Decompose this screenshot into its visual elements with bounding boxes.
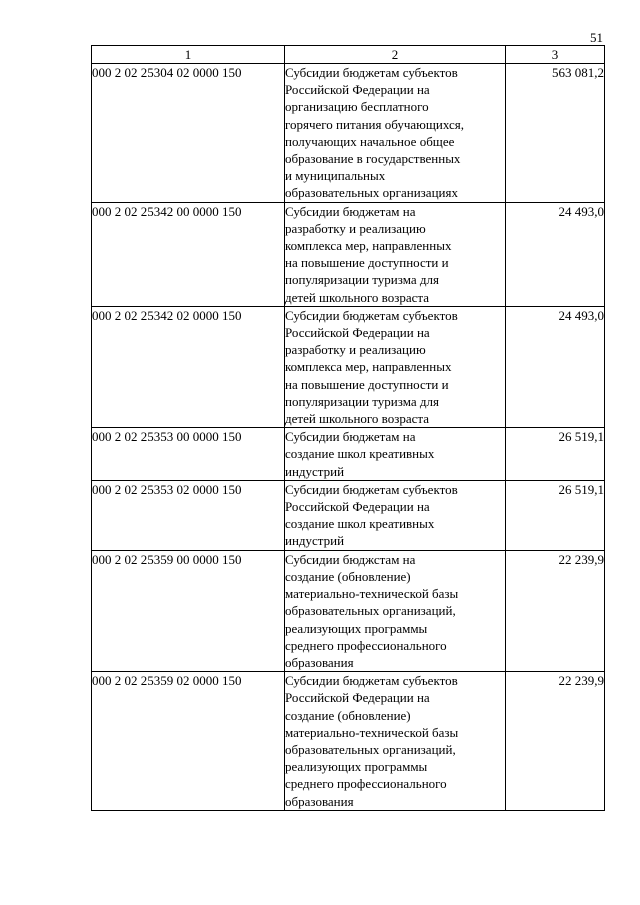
description-line: Субсидии бюджетам субъектов: [285, 481, 458, 497]
description-line: создание школ креативных: [285, 446, 435, 462]
description-line: образовательных организаций,: [285, 603, 456, 619]
table-header-row: [92, 46, 605, 64]
description-line: Субсидии бюджетам субъектов: [285, 673, 458, 689]
amount-cell: 26 519,1: [506, 428, 605, 481]
table-row: [92, 550, 605, 671]
description-cell: [285, 672, 506, 811]
description-line: детей школьного возраста: [285, 411, 430, 427]
table-row: [92, 428, 605, 481]
page-number: 51: [590, 30, 603, 45]
amount-cell: 22 239,9: [506, 550, 605, 671]
amount-cell: 563 081,2: [506, 64, 605, 203]
description-line: разработку и реализацию: [285, 342, 426, 358]
description-line: реализующих программы: [285, 759, 428, 775]
amount-cell: 22 239,9: [506, 672, 605, 811]
description-line: горячего питания обучающихся,: [285, 116, 464, 132]
description-line: разработку и реализацию: [285, 220, 426, 236]
description-line: среднего профессионального: [285, 776, 447, 792]
description-line: среднего профессионального: [285, 637, 447, 653]
budget-code-cell: 000 2 02 25342 00 0000 150: [92, 202, 285, 306]
description-cell: [285, 550, 506, 671]
description-line: создание (обновление): [285, 707, 411, 723]
budget-code-cell: 000 2 02 25359 02 0000 150: [92, 672, 285, 811]
description-cell: [285, 306, 506, 427]
description-line: индустрий: [285, 533, 345, 549]
budget-code-cell: 000 2 02 25353 02 0000 150: [92, 480, 285, 550]
description-line: образование в государственных: [285, 151, 461, 167]
budget-code-cell: 000 2 02 25353 00 0000 150: [92, 428, 285, 481]
description-line: Субсидии бюджетам на: [285, 429, 416, 445]
description-cell: [285, 428, 506, 481]
description-line: Субсидии бюджетам на: [285, 203, 416, 219]
description-line: создание (обновление): [285, 568, 411, 584]
description-cell: [285, 64, 506, 203]
description-line: комплекса мер, направленных: [285, 359, 452, 375]
table-row: [92, 306, 605, 427]
header-col-3: 3: [506, 46, 605, 64]
description-line: популяризации туризма для: [285, 393, 439, 409]
description-line: образования: [285, 654, 354, 670]
description-line: Российской Федерации на: [285, 499, 430, 515]
description-line: образования: [285, 793, 354, 809]
budget-code-cell: 000 2 02 25359 00 0000 150: [92, 550, 285, 671]
description-line: на повышение доступности и: [285, 255, 449, 271]
description-line: материально-технической базы: [285, 724, 459, 740]
description-line: Российской Федерации на: [285, 82, 430, 98]
table-row: [92, 64, 605, 203]
description-line: индустрий: [285, 463, 345, 479]
description-line: Субсидии бюджстам на: [285, 551, 416, 567]
table-row: [92, 480, 605, 550]
description-line: на повышение доступности и: [285, 376, 449, 392]
budget-revenue-table: [91, 45, 605, 811]
description-cell: [285, 480, 506, 550]
description-line: реализующих программы: [285, 620, 428, 636]
amount-cell: 24 493,0: [506, 306, 605, 427]
description-line: получающих начальное общее: [285, 133, 455, 149]
table-row: [92, 202, 605, 306]
description-line: организацию бесплатного: [285, 99, 429, 115]
description-line: Российской Федерации на: [285, 325, 430, 341]
table-body: [92, 64, 605, 811]
description-line: создание школ креативных: [285, 516, 435, 532]
description-line: популяризации туризма для: [285, 272, 439, 288]
description-line: образовательных организациях: [285, 185, 458, 201]
description-line: материально-технической базы: [285, 586, 459, 602]
description-line: Российской Федерации на: [285, 690, 430, 706]
amount-cell: 24 493,0: [506, 202, 605, 306]
amount-cell: 26 519,1: [506, 480, 605, 550]
description-line: образовательных организаций,: [285, 741, 456, 757]
description-line: Субсидии бюджетам субъектов: [285, 65, 458, 80]
header-col-2: 2: [285, 46, 506, 64]
budget-code-cell: 000 2 02 25342 02 0000 150: [92, 306, 285, 427]
table-row: [92, 672, 605, 811]
description-line: и муниципальных: [285, 168, 386, 184]
description-cell: [285, 202, 506, 306]
description-line: детей школьного возраста: [285, 289, 430, 305]
description-line: Субсидии бюджетам субъектов: [285, 307, 458, 323]
description-line: комплекса мер, направленных: [285, 238, 452, 254]
budget-code-cell: 000 2 02 25304 02 0000 150: [92, 64, 285, 203]
header-col-1: 1: [92, 46, 285, 64]
